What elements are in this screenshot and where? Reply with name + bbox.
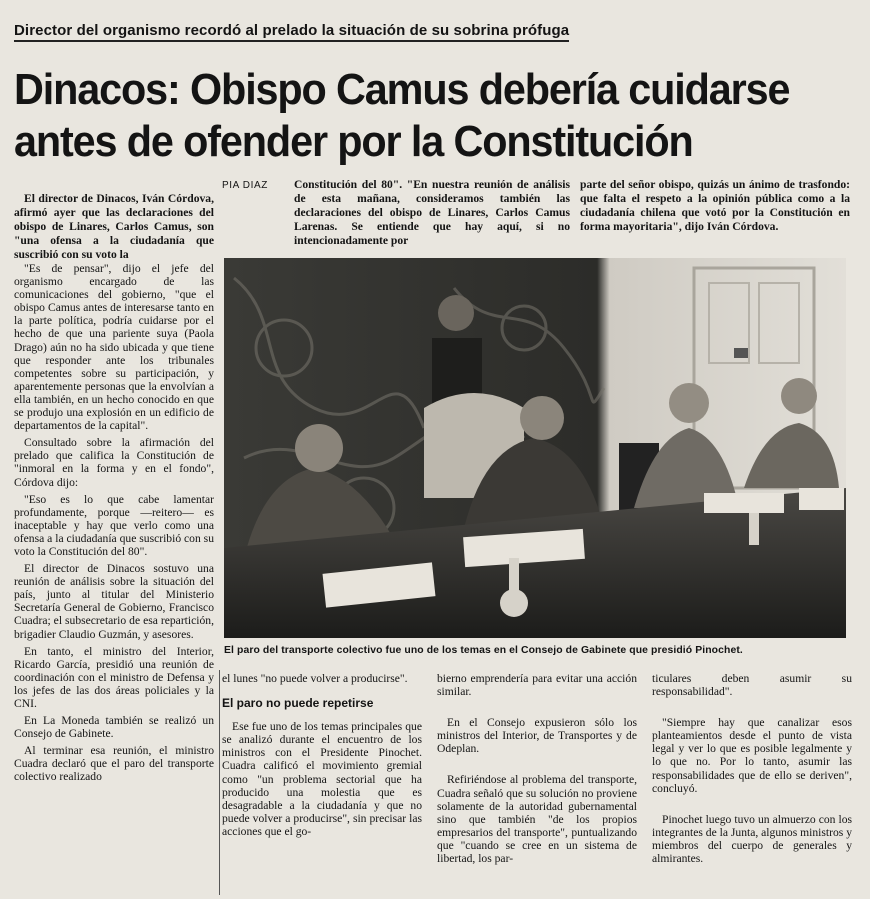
kicker: Director del organismo recordó al prelado la situación de su sobrina prófuga [14, 22, 569, 42]
lead-column-3 [580, 178, 850, 234]
photo-caption: El paro del transporte colectivo fue uno de los temas en el Consejo de Gabinete que presidió Pinochet. [224, 645, 743, 656]
body-column-4 [652, 672, 852, 869]
headline-line-1: Dinacos: Obispo Camus debería cuidarse [14, 65, 790, 114]
subheading: El paro no puede repetirse [222, 696, 374, 711]
paragraph: "Eso es lo que cabe lamentar profundamente, porque —reitero— es inaceptable y hay que verlo como una ofensa a la ciudadanía que suscribió con su voto la Constitución del 80". [14, 492, 214, 558]
lead-column-1 [14, 192, 214, 262]
body-column-3 [437, 672, 637, 869]
body-column-2 [222, 672, 422, 842]
paragraph: ticulares deben asumir su responsabilidad". [652, 672, 852, 699]
lead-text-2: Constitución del 80". "En nuestra reunión de análisis de esta mañana, consideramos también las declaraciones del obispo de Linares, Carlos Camus Larenas. Se entiende que hay aquí, si no intencionadamente por [294, 178, 570, 247]
paragraph: Pinochet luego tuvo un almuerzo con los integrantes de la Junta, algunos ministros y miembros del cuerpo de generales y almirantes. [652, 812, 852, 866]
photo-illustration [224, 258, 846, 638]
paragraph: "Siempre hay que canalizar esos planteamientos desde el punto de vista legal y ver lo que es posible legalmente y lo que no. Por lo tanto, asumir las responsabilidades que de ello se deriven", concluyó. [652, 716, 852, 795]
paragraph: Consultado sobre la afirmación del prelado que califica la Constitución de "inmoral en la forma y en el fondo", Córdova dijo: [14, 436, 214, 489]
headline-line-2: antes de ofender por la Constitución [14, 117, 693, 166]
paragraph: En La Moneda también se realizó un Consejo de Gabinete. [14, 714, 214, 741]
paragraph: Ese fue uno de los temas principales que se analizó durante el encuentro de los ministros con el Presidente Pinochet. Cuadra calificó el movimiento gremial como "un problema sectorial que ha producido una molestia que es desagradable a la ciudadanía y que no puede volver a producirse", sin precisar las acciones que el go- [222, 720, 422, 838]
body-column-1 [14, 262, 214, 788]
byline: PIA DIAZ [222, 180, 268, 191]
headline [14, 64, 813, 168]
paragraph: El director de Dinacos sostuvo una reunión de análisis sobre la situación del país, junto al titular del Ministerio Secretaría General de Gobierno, Francisco Cuadra; el subsecretario de esa repartición, brigadier Claudio Guzmán, y asesores. [14, 562, 214, 641]
paragraph: el lunes "no puede volver a producirse". [222, 672, 408, 685]
paragraph: bierno emprendería para evitar una acción similar. [437, 672, 637, 699]
paragraph: Al terminar esa reunión, el ministro Cuadra declaró que el paro del transporte colectivo realizado [14, 744, 214, 784]
lead-text-3: parte del señor obispo, quizás un ánimo de trasfondo: que falta el respeto a la opinión pública como a la ciudadanía chilena que votó por la Constitución en forma mayoritaria", dijo Iván Córdova. [580, 178, 850, 233]
cabinet-meeting-photo [224, 258, 846, 638]
paragraph: Refiriéndose al problema del transporte, Cuadra señaló que su solución no proviene solamente de la autoridad gubernamental sino que también "de los propios empresarios del transporte", puntualizando que "cuando se cree en un sistema de libertad, los par- [437, 773, 637, 866]
paragraph: En el Consejo expusieron sólo los ministros del Interior, de Transportes y de Odeplan. [437, 716, 637, 756]
paragraph: "Es de pensar", dijo el jefe del organismo encargado de las comunicaciones del gobierno, "que el obispo Camus antes de interesarse tanto en la parte política, podría cuidarse por el hecho de que una pariente suya (Paola Drago) aún no ha sido ubicada y que tiene que responder ante los tribunales competentes sobre su participación, y aparentemente personas que la envolvían a ella también, en un hecho conocido en que se produjo una explosión en un edificio de departamentos de la capital". [14, 262, 214, 433]
lead-text-1: El director de Dinacos, Iván Córdova, afirmó ayer que las declaraciones del obispo de Linares, Carlos Camus, son "una ofensa a la ciudadanía que suscribió con su voto la [14, 192, 214, 261]
lead-column-2 [294, 178, 570, 248]
column-divider [219, 670, 220, 895]
paragraph: En tanto, el ministro del Interior, Ricardo García, presidió una reunión de coordinación con el ministro de Defensa y los jefes de las dos áreas policiales y la CNI. [14, 644, 214, 710]
